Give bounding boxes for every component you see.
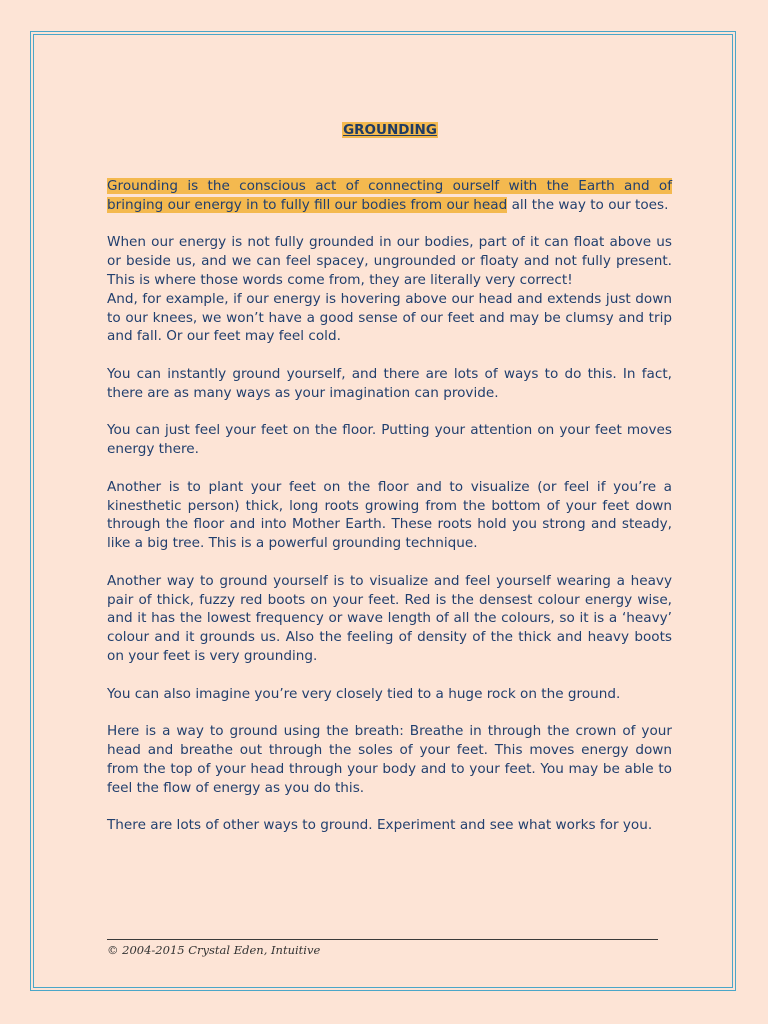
footer-rule	[107, 939, 658, 940]
document-title	[0, 122, 768, 138]
paragraph-10: There are lots of other ways to ground. Experiment and see what works for you.	[107, 817, 653, 834]
paragraph-6: Another is to plant your feet on the floor and to visualize (or feel if you’re a kinesthetic person) thick, long roots growing from the bottom of your feet down through the floor and into Mother Earth. These roots hold you strong and steady, like a big tree. This is a powerful grounding technique.	[107, 478, 672, 552]
paragraph-3: And, for example, if our energy is hovering above our head and extends just down to our knees, we won’t have a good sense of our feet and may be clumsy and trip and fall. Or our feet may feel cold.	[107, 290, 672, 345]
paragraph-5: You can just feel your feet on the floor. Putting your attention on your feet moves energy there.	[107, 422, 672, 458]
paragraph-7: Another way to ground yourself is to visualize and feel yourself wearing a heavy pair of thick, fuzzy red boots on your feet. Red is the densest colour energy wise, and it has the lowest frequency or wave length of all the colours, so it is a ‘heavy’ colour and it grounds us. Also the feeling of density of the thick and heavy boots on your feet is very grounding.	[107, 572, 672, 664]
copyright-footer: © 2004-2015 Crystal Eden, Intuitive	[107, 943, 321, 957]
paragraph-2: When our energy is not fully grounded in our bodies, part of it can float above us or beside us, and we can feel spacey, ungrounded or floaty and not fully present. This is where those words come from, they are literally very correct!	[107, 234, 672, 288]
paragraph-intro	[107, 177, 672, 215]
paragraph-4: You can instantly ground yourself, and there are lots of ways to do this. In fact, there are as many ways as your imagination can provide.	[107, 365, 672, 401]
highlighted-text: Grounding is the conscious act of connecting ourself with the Earth and of bringing our energy in to fully fill our bodies from our head	[107, 178, 672, 213]
paragraph-8: You can also imagine you’re very closely tied to a huge rock on the ground.	[107, 685, 621, 702]
document-body	[107, 177, 672, 854]
paragraph-9: Here is a way to ground using the breath: Breathe in through the crown of your head and breathe out through the soles of your feet. This moves energy down from the top of your head through your body and to your feet. You may be able to feel the flow of energy as you do this.	[107, 723, 672, 796]
document-title-text: GROUNDING	[343, 122, 437, 138]
intro-rest: all the way to our toes.	[507, 196, 669, 213]
